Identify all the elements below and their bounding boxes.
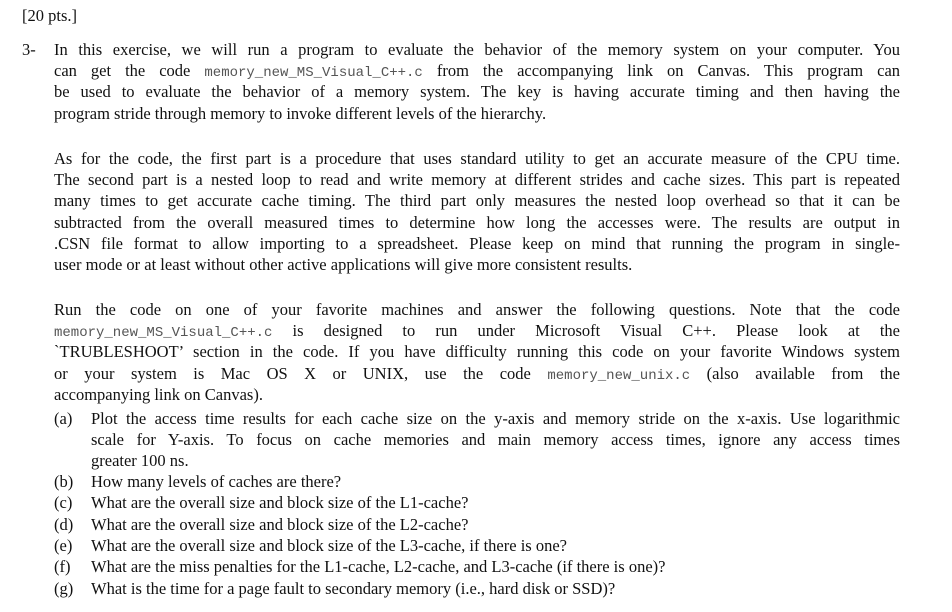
code-filename: memory_new_MS_Visual_C++.c xyxy=(204,65,423,82)
text-line: In this exercise, we will run a program to evaluate the behavior of the memory system on your computer. You xyxy=(54,40,900,59)
item-text xyxy=(91,408,900,472)
text-line: What are the overall size and block size of the L1-cache? xyxy=(91,493,469,512)
text-line: .CSN file format to allow importing to a spreadsheet. Please keep on mind that running the program in single- xyxy=(54,233,900,253)
text-line: What are the overall size and block size of the L2-cache? xyxy=(91,515,469,534)
instructions-paragraph xyxy=(54,299,900,405)
text-line: `TRUBLESHOOT’ section in the code. If you have difficulty running this code on your favorite Windows system xyxy=(54,342,900,362)
intro-paragraph xyxy=(54,39,900,124)
text-line: many times to get accurate cache timing. The third part only measures the nested loop overhead so that it can be xyxy=(54,191,900,211)
text-line xyxy=(54,60,900,81)
item-text xyxy=(91,492,900,513)
item-text xyxy=(91,578,900,599)
text-line: Run the code on one of your favorite machines and answer the following questions. Note that the code xyxy=(54,300,900,319)
code-filename: memory_new_MS_Visual_C++.c xyxy=(54,325,273,342)
points-label: [20 pts.] xyxy=(22,6,77,25)
text-span: (also available from the xyxy=(690,363,900,383)
item-label: (a) xyxy=(54,409,73,428)
item-label: (e) xyxy=(54,536,73,555)
item-label: (g) xyxy=(54,579,74,598)
text-line: The second part is a nested loop to read and write memory at different strides and cache sizes. This part is repeated xyxy=(54,170,900,190)
text-line: program stride through memory to invoke different levels of the hierarchy. xyxy=(54,103,547,123)
text-line: How many levels of caches are there? xyxy=(91,472,342,491)
code-filename: memory_new_unix.c xyxy=(547,367,691,384)
text-span: or your system is Mac OS X or UNIX, use the code xyxy=(54,363,548,383)
item-text xyxy=(91,535,900,556)
text-line: greater 100 ns. xyxy=(91,451,189,471)
text-line: accompanying link on Canvas). xyxy=(54,384,263,404)
text-span: from the accompanying link on Canvas. This program can xyxy=(422,61,900,81)
text-line xyxy=(54,320,900,341)
item-text xyxy=(91,471,900,492)
text-span: is designed to run under Microsoft Visual C++. Please look at the xyxy=(272,321,900,341)
text-line: What is the time for a page fault to secondary memory (i.e., hard disk or SSD)? xyxy=(91,579,616,598)
question-number: 3- xyxy=(22,40,36,59)
text-line: Plot the access time results for each cache size on the y-axis and memory stride on the x-axis. Use logarithmic xyxy=(91,409,900,428)
text-line: user mode or at least without other active applications will give more consistent results. xyxy=(54,254,633,274)
item-label: (c) xyxy=(54,493,73,512)
code-description-paragraph xyxy=(54,148,900,275)
text-line xyxy=(54,363,900,384)
text-line: What are the overall size and block size of the L3-cache, if there is one? xyxy=(91,536,567,555)
item-text xyxy=(91,556,900,577)
text-line: As for the code, the first part is a procedure that uses standard utility to get an accurate measure of the CPU time. xyxy=(54,149,900,168)
text-line: subtracted from the overall measured times to determine how long the accesses were. The results are output in xyxy=(54,212,900,232)
item-label: (b) xyxy=(54,472,74,491)
item-text xyxy=(91,514,900,535)
text-line: What are the miss penalties for the L1-cache, L2-cache, and L3-cache (if there is one)? xyxy=(91,557,666,576)
text-line: scale for Y-axis. To focus on cache memories and main memory access times, ignore any access times xyxy=(91,430,900,450)
item-label: (f) xyxy=(54,557,71,576)
text-span: can get the code xyxy=(54,61,205,81)
text-line: be used to evaluate the behavior of a memory system. The key is having accurate timing and then having the xyxy=(54,82,900,102)
item-label: (d) xyxy=(54,515,74,534)
